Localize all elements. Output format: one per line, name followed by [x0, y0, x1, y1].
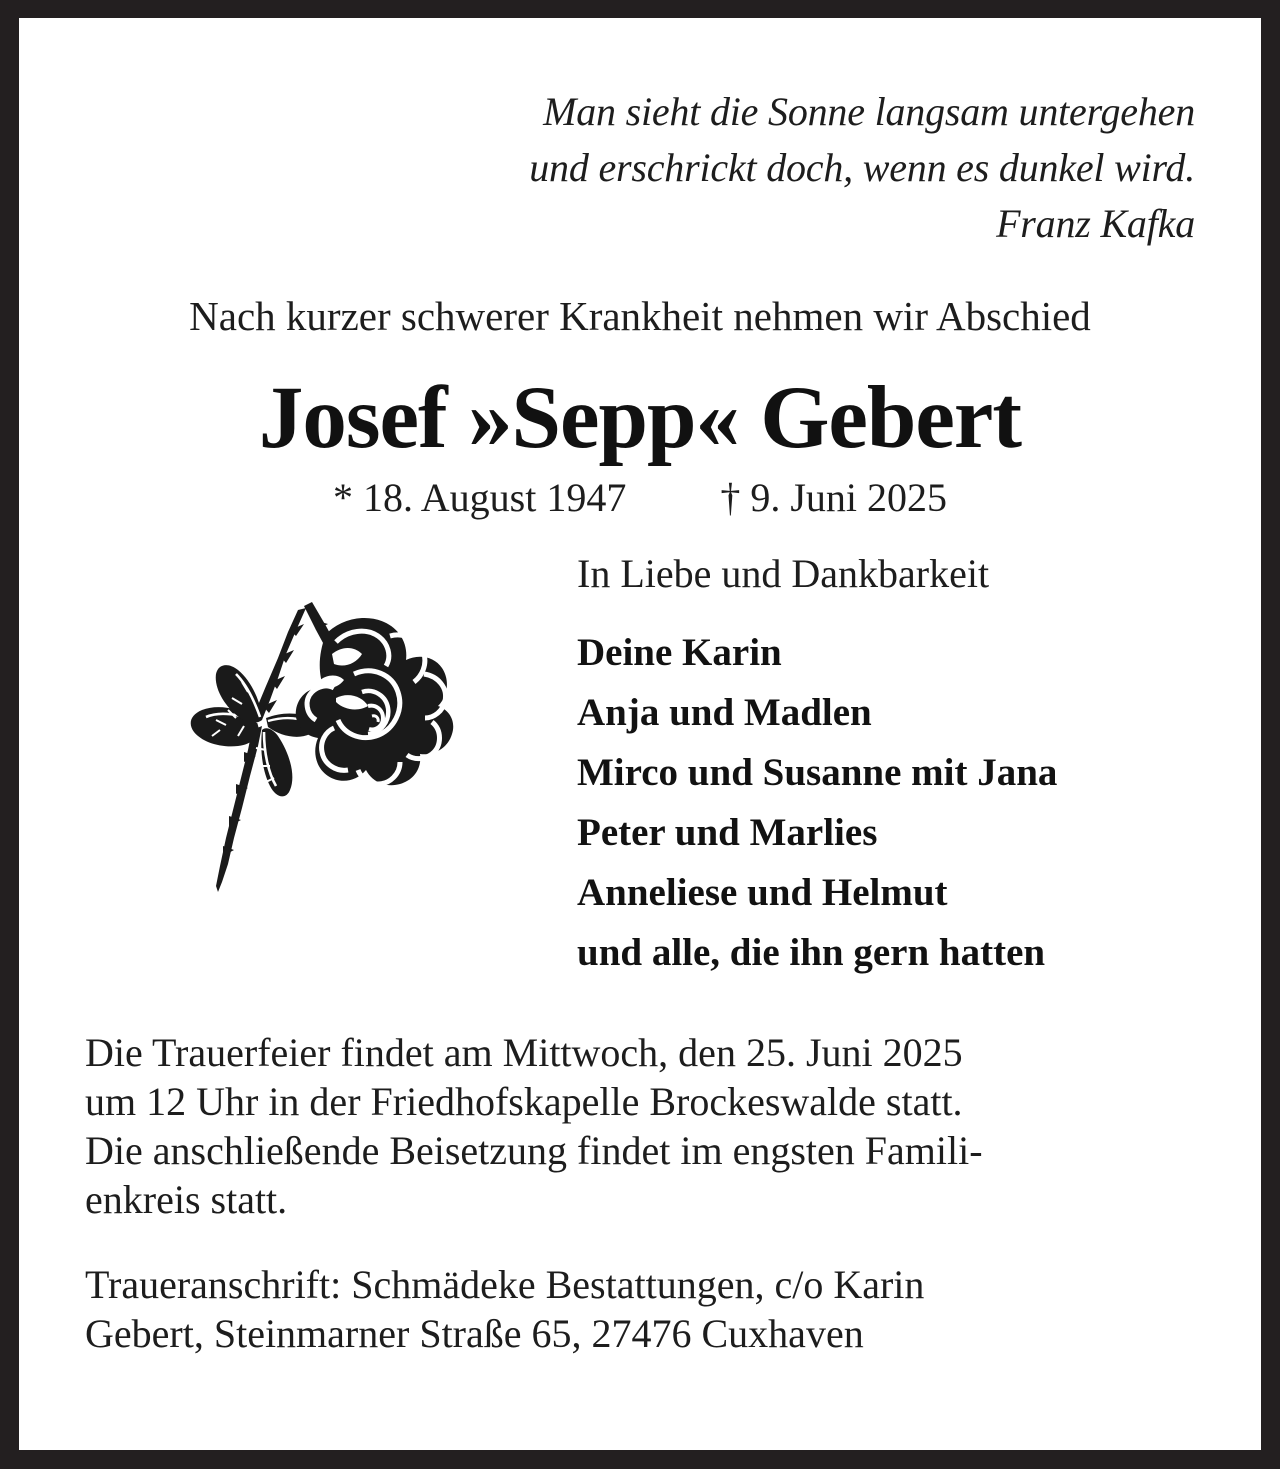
address-line-1: Traueranschrift: Schmädeke Bestattungen, c/o Karin — [85, 1262, 925, 1307]
life-dates — [85, 472, 1195, 524]
list-item: Peter und Marlies — [577, 811, 878, 854]
ceremony-line-2: um 12 Uhr in der Friedhofskapelle Brockeswalde statt. — [85, 1079, 963, 1124]
quote-line-1: Man sieht die Sonne langsam untergehen — [543, 89, 1195, 134]
list-item: Mirco und Susanne mit Jana — [577, 751, 1058, 794]
deceased-name: Josef »Sepp« Gebert — [258, 369, 1022, 467]
ceremony-line-1: Die Trauerfeier findet am Mittwoch, den 25. Juni 2025 — [85, 1030, 963, 1075]
illustration-and-family-section — [85, 550, 1195, 986]
condolence-address — [85, 1260, 1195, 1358]
birth-date: * 18. August 1947 — [332, 475, 627, 520]
ceremony-line-3: Die anschließende Beisetzung findet im engsten Famili- — [85, 1128, 983, 1173]
memorial-quote — [85, 18, 1195, 252]
quote-line-2: und erschrickt doch, wenn es dunkel wird. — [529, 145, 1195, 190]
ceremony-line-4: enkreis statt. — [85, 1177, 288, 1222]
dedication-line: In Liebe und Dankbarkeit — [577, 551, 990, 596]
list-item: Anja und Madlen — [577, 691, 872, 734]
address-line-2: Gebert, Steinmarner Straße 65, 27476 Cuxhaven — [85, 1311, 864, 1356]
rose-icon — [186, 570, 476, 900]
death-date: † 9. Juni 2025 — [720, 475, 948, 520]
list-item: und alle, die ihn gern hatten — [577, 931, 1046, 974]
family-name-list — [577, 623, 1195, 983]
obituary-card — [19, 18, 1261, 1450]
quote-author: Franz Kafka — [996, 201, 1195, 246]
announcement-intro: Nach kurzer schwerer Krankheit nehmen wir Abschied — [189, 293, 1091, 339]
list-item: Anneliese und Helmut — [577, 871, 948, 914]
list-item: Deine Karin — [577, 631, 782, 674]
ceremony-details — [85, 1028, 1195, 1224]
rose-illustration-container — [85, 550, 577, 900]
family-signature-block — [577, 550, 1195, 983]
